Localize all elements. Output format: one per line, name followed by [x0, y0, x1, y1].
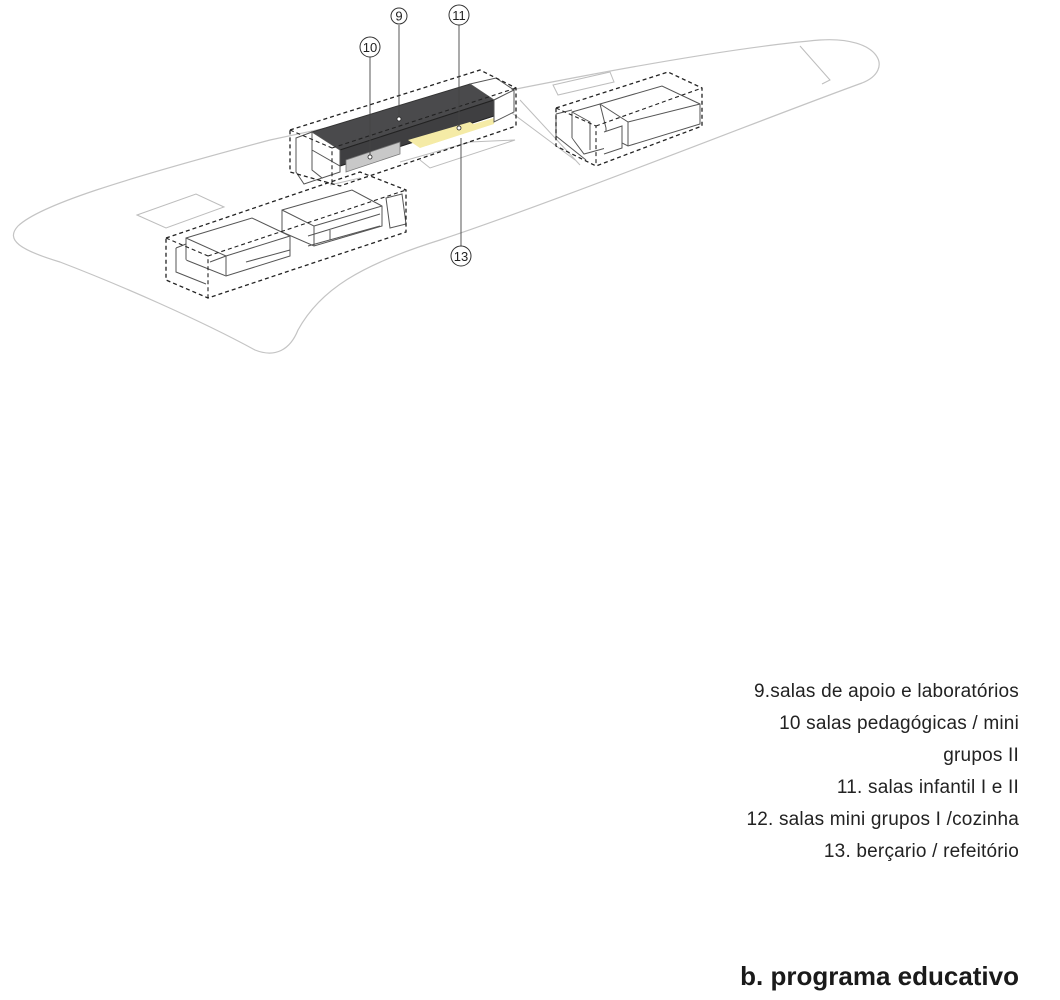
legend-item: grupos II — [943, 745, 1019, 766]
callout-10-label: 10 — [362, 40, 378, 55]
program-legend — [459, 676, 1019, 868]
legend-item: 9.salas de apoio e laboratórios — [754, 681, 1019, 702]
callout-9-label: 9 — [395, 8, 403, 24]
building-right — [556, 86, 700, 160]
callout-10 — [360, 37, 380, 57]
legend-item: 10 salas pedagógicas / mini — [779, 713, 1019, 734]
site-outline — [13, 40, 879, 353]
legend-item: 11. salas infantil I e II — [836, 777, 1019, 798]
legend-item: 13. berçario / refeitório — [823, 841, 1019, 862]
building-left — [176, 190, 406, 284]
callout-13 — [451, 246, 471, 266]
callout-11 — [449, 5, 469, 25]
callout-13-label: 13 — [453, 249, 469, 264]
legend-item: 12. salas mini grupos I /cozinha — [746, 809, 1019, 830]
callout-9 — [391, 8, 407, 24]
axonometric-site-diagram — [0, 0, 1060, 400]
callout-11-label: 11 — [452, 8, 466, 23]
diagram-caption: b. programa educativo — [740, 961, 1019, 991]
